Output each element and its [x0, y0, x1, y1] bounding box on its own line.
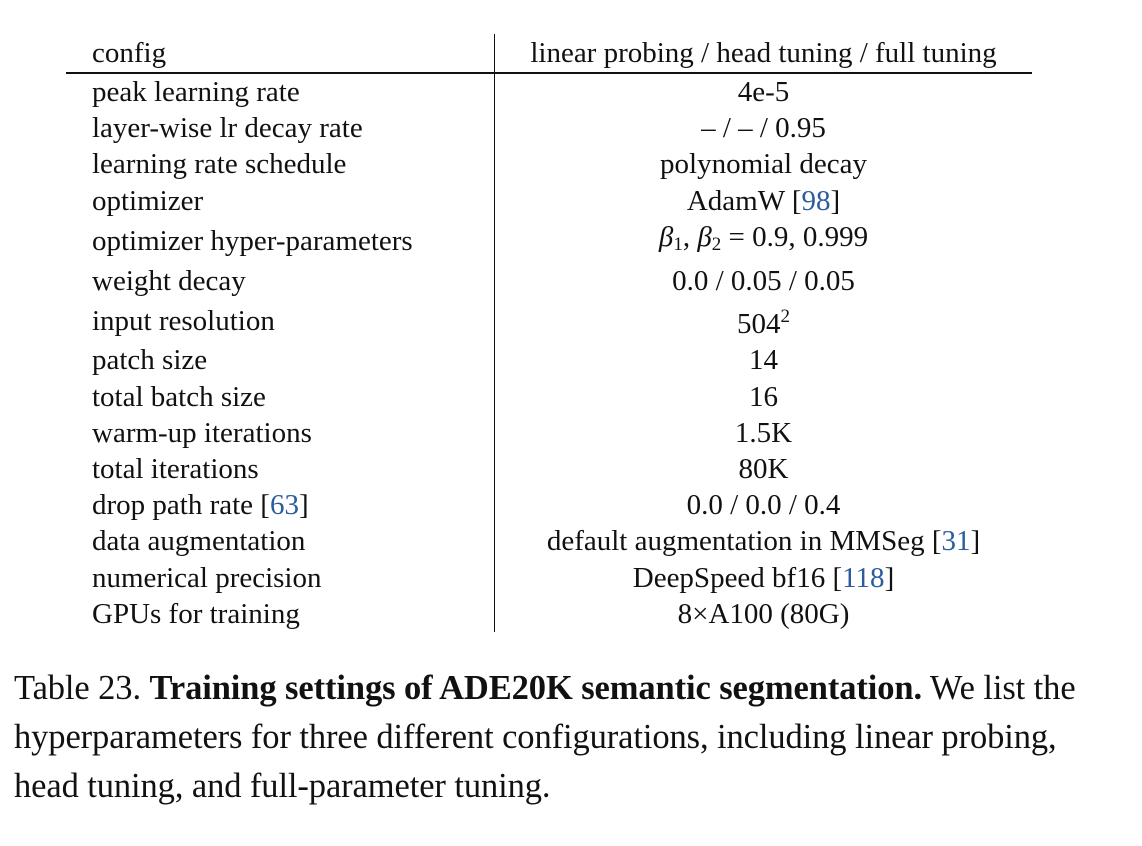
hyperparameter-table-container	[66, 34, 1032, 632]
row-value	[495, 523, 1033, 559]
table-row	[66, 342, 1032, 378]
row-label: optimizer	[66, 183, 495, 219]
caption-label: Table 23.	[14, 669, 150, 707]
row-value-suffix: ]	[884, 561, 895, 594]
row-value	[495, 183, 1033, 219]
row-label: numerical precision	[66, 560, 495, 596]
table-row	[66, 451, 1032, 487]
table-row	[66, 73, 1032, 110]
beta1-subscript: 1	[673, 233, 683, 255]
beta1-symbol: β	[658, 220, 674, 253]
table-row	[66, 487, 1032, 523]
table-row	[66, 560, 1032, 596]
row-label: patch size	[66, 342, 495, 378]
row-value: 14	[749, 344, 778, 377]
citation-link[interactable]: 63	[269, 489, 299, 522]
caption-body: We list the hyperparameters for three different configurations, including linear probing, head tuning, and full-parameter tuning.	[14, 669, 1076, 805]
caption-title: Training settings of ADE20K semantic segmentation.	[149, 669, 923, 707]
hyperparameter-table	[66, 34, 1032, 632]
citation-link[interactable]: 118	[842, 561, 885, 594]
beta2-subscript: 2	[711, 233, 722, 255]
row-value: – / – / 0.95	[701, 112, 826, 145]
row-value: 80K	[738, 453, 789, 486]
row-value-text: DeepSpeed bf16 [	[632, 561, 843, 594]
row-value: 0.0 / 0.0 / 0.4	[686, 489, 841, 522]
row-value: 1.5K	[734, 416, 793, 449]
row-value: 4e-5	[737, 76, 790, 108]
table-row	[66, 110, 1032, 146]
row-value: polynomial decay	[660, 148, 867, 181]
row-label: optimizer hyper-parameters	[66, 219, 495, 263]
row-value-superscript: 2	[780, 306, 790, 328]
citation-link[interactable]: 98	[801, 184, 831, 217]
row-label: warm-up iterations	[66, 415, 495, 451]
row-value-text: = 0.9, 0.999	[721, 220, 869, 253]
row-label	[66, 487, 495, 523]
row-value	[495, 560, 1033, 596]
row-value-text: AdamW [	[686, 184, 802, 217]
table-row	[66, 299, 1032, 342]
row-value: 16	[749, 380, 778, 413]
citation-link[interactable]: 31	[941, 525, 971, 558]
beta-separator: ,	[682, 220, 698, 253]
table-caption	[14, 664, 1114, 811]
row-value-text: 504	[737, 308, 781, 341]
row-label: peak learning rate	[66, 73, 495, 110]
row-label: total iterations	[66, 451, 495, 487]
table-row	[66, 183, 1032, 219]
row-value	[495, 219, 1033, 263]
row-label: data augmentation	[66, 523, 495, 559]
table-row	[66, 263, 1032, 299]
row-label-text: drop path rate [	[92, 489, 270, 522]
table-row	[66, 379, 1032, 415]
row-label: total batch size	[66, 379, 495, 415]
row-value	[495, 299, 1033, 342]
table-row	[66, 523, 1032, 559]
table-header-row	[66, 34, 1032, 73]
row-label-suffix: ]	[298, 489, 309, 522]
table-row	[66, 596, 1032, 632]
row-label: learning rate schedule	[66, 146, 495, 182]
table-row	[66, 219, 1032, 263]
row-label: GPUs for training	[66, 596, 495, 632]
row-label: input resolution	[66, 299, 495, 342]
row-value-suffix: ]	[970, 525, 981, 558]
table-row	[66, 146, 1032, 182]
header-values: linear probing / head tuning / full tuning	[495, 34, 1033, 73]
header-config: config	[66, 34, 495, 73]
row-label: layer-wise lr decay rate	[66, 110, 495, 146]
row-value: 8×A100 (80G)	[677, 597, 850, 630]
table-row	[66, 415, 1032, 451]
row-label: weight decay	[66, 263, 495, 299]
row-value: 0.0 / 0.05 / 0.05	[672, 265, 855, 298]
row-value-suffix: ]	[830, 184, 841, 217]
beta2-symbol: β	[697, 220, 712, 253]
row-value-text: default augmentation in MMSeg [	[546, 525, 942, 558]
